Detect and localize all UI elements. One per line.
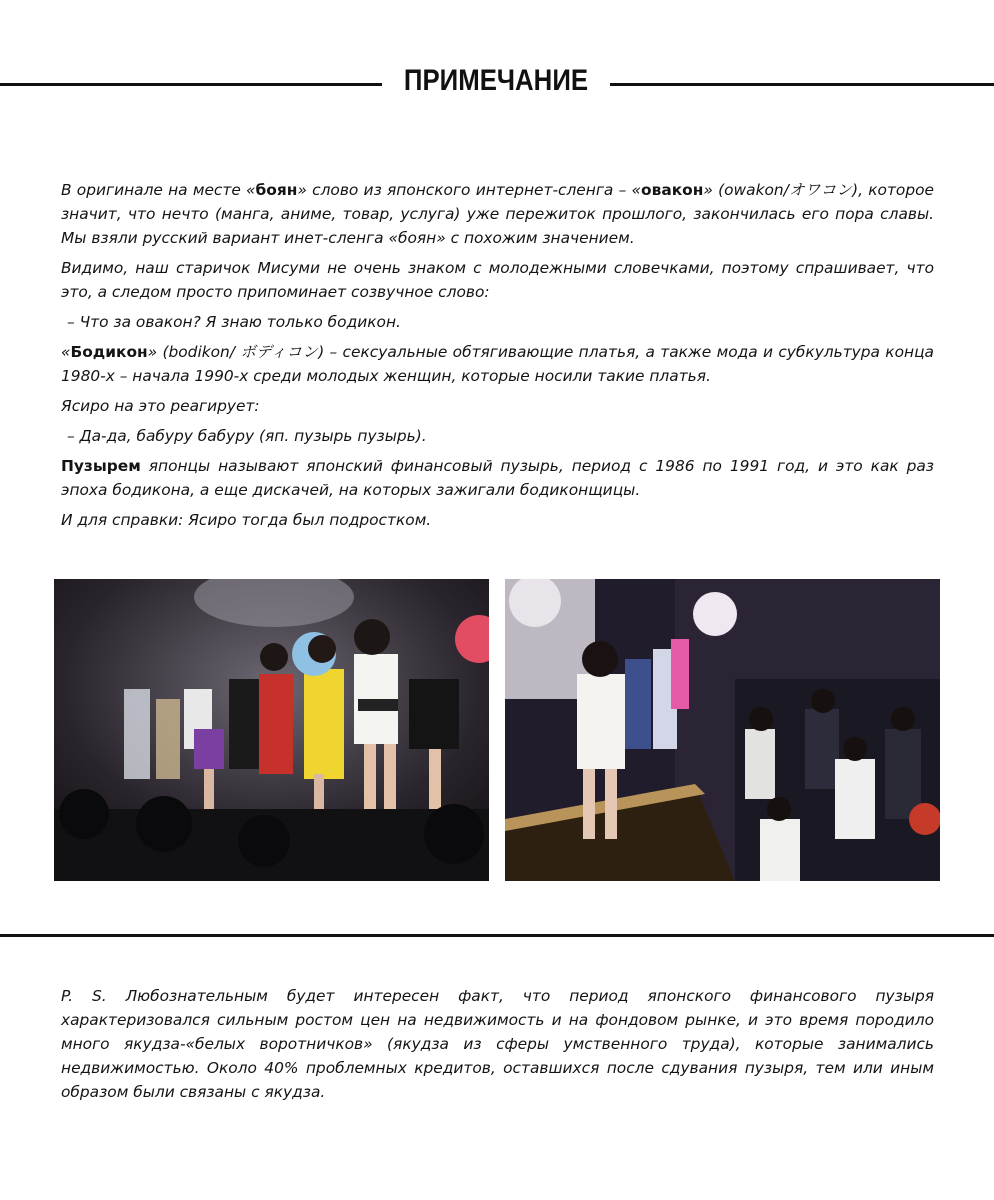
term-bodikon: Бодикон — [70, 343, 148, 361]
text: » слово из японского интернет-сленга – « — [297, 181, 642, 199]
quote-yashiro: – Да-да, бабуру бабуру (яп. пузырь пузырь). — [67, 427, 427, 445]
paragraph-bubble — [61, 454, 934, 502]
text: В оригинале на месте « — [61, 181, 256, 199]
term-owakon: овакон — [641, 181, 704, 199]
note-body — [61, 178, 934, 538]
postscript: P. S. Любознательным будет интересен факт, что период японского финансового пузыря характеризовался сильным ростом цен на недвижимость и на фондовом рынке, и это время породило много якудза-«белых воротничков» (якудза из сферы умственного труда), которые занимались недвижимостью. Около 40% проблемных кредитов, оставшихся после сдувания пузыря, тем или иным образом были связаны с якудза. — [61, 987, 934, 1101]
title-rule-right — [610, 83, 994, 86]
text: « — [61, 343, 71, 361]
paragraph-reference: И для справки: Ясиро тогда был подростком. — [61, 511, 432, 529]
term-bubble: Пузырем — [61, 457, 141, 475]
text: японцы называют японский финансовый пузырь, период с 1986 по 1991 год, и это как раз эпоха бодикона, а еще дискачей, на которых зажигали бодиконщицы. — [61, 457, 934, 499]
paragraph-boyan — [61, 178, 934, 250]
photo-disco-dancers-left — [54, 579, 489, 881]
quote-misumi: – Что за овакон? Я знаю только бодикон. — [67, 313, 401, 331]
photo-disco-stage-right — [505, 579, 940, 881]
paragraph-bodikon — [61, 340, 934, 388]
text: » (bodikon/ ボディコン) – сексуальные обтягивающие платья, а также мода и субкультура конца 1980-х – начала 1990-х среди молодых женщин, которые носили такие платья. — [61, 343, 934, 385]
paragraph-misumi: Видимо, наш старичок Мисуми не очень знаком с молодежными словечками, поэтому спрашивает, что это, а следом просто припоминает созвучное слово: — [61, 259, 934, 301]
title-rule-left — [0, 83, 382, 86]
text: » (owakon/オワコン), которое значит, что нечто (манга, аниме, товар, услуга) уже пережиток прошлого, закончилась его пора славы. Мы взяли русский вариант инет-сленга «боян» с похожим значением. — [61, 181, 934, 247]
section-divider — [0, 934, 994, 937]
page-title: ПРИМЕЧАНИЕ — [403, 64, 589, 97]
term-boyan: боян — [255, 181, 298, 199]
paragraph-yashiro: Ясиро на это реагирует: — [61, 397, 260, 415]
